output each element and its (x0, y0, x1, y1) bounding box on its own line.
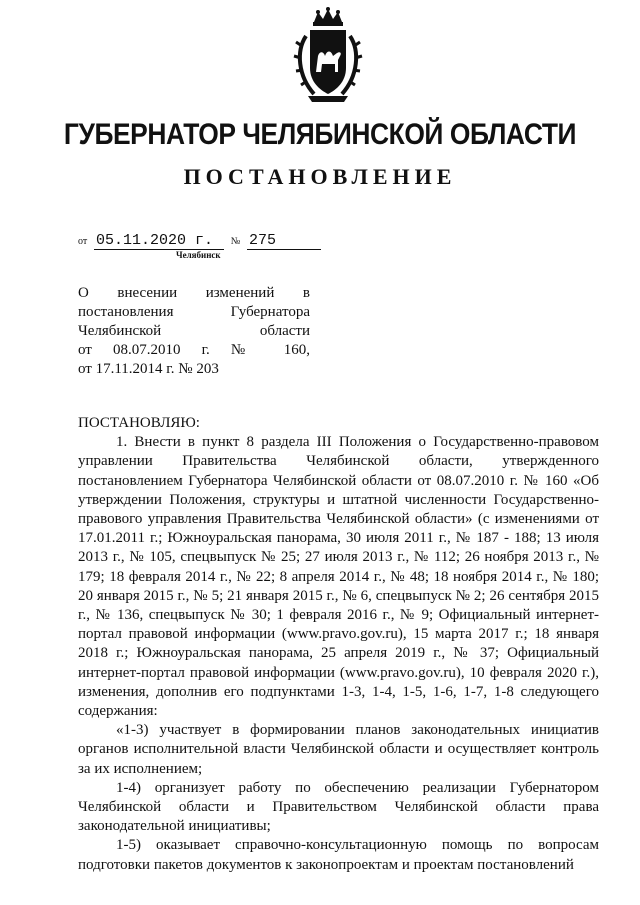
resolution-heading: ПОСТАНОВЛЯЮ: (78, 415, 200, 431)
subject-line: от 08.07.2010 г. № 160, (78, 342, 310, 358)
document-body (78, 414, 599, 875)
body-paragraph: 1-4) организует работу по обеспечению реализации Губернатором Челябинской области и Правительством Челябинской области права законодательной инициативы; (78, 779, 599, 835)
body-paragraph: 1. Внести в пункт 8 раздела III Положения о Государственно-правовом управлении Правительства Челябинской области, утвержденного постановлением Губернатора Челябинской области от 08.07.2010 г. № 160 «Об утверждении Положения, структуры и штатной численности Государственно-правового управления Правительства Челябинской области» (с изменениями от 17.01.2011 г.; Южноуральская панорама, 30 июля 2011 г., № 187 - 188; 13 июля 2013 г., № 105, спецвыпуск № 25; 27 июля 2013 г., № 112; 26 ноября 2013 г., № 179; 18 февраля 2014 г., № 22; 8 апреля 2014 г., № 48; 18 ноября 2014 г., № 180; 20 января 2015 г., № 5; 21 января 2015 г., № 6, спецвыпуск № 2; 26 сентября 2015 г., № 136, спецвыпуск № 30; 1 февраля 2016 г., № 9; Официальный интернет-портал правовой информации (www.pravo.gov.ru), 15 марта 2017 г.; 18 января 2018 г.; Южноуральская панорама, 25 апреля 2019 г., № 37; Официальный интернет-портал правовой информации (www.pravo.gov.ru), 10 февраля 2020 г.), изменения, дополнив его подпунктами 1-3, 1-4, 1-5, 1-6, 1-7, 1-8 следующего содержания: (78, 434, 599, 720)
city-label: Челябинск (176, 250, 221, 260)
document-type-title: ПОСТАНОВЛЕНИЕ (183, 164, 457, 189)
body-paragraph: 1-5) оказывает справочно-консультационную помощь по вопросам подготовки пакетов документов к законопроектам и проектам постановлений (78, 837, 599, 873)
document-meta-line (78, 232, 321, 250)
body-paragraph: «1-3) участвует в формировании планов законодательных инициатив органов исполнительной власти Челябинской области и осуществляет контроль за их исполнением; (78, 722, 599, 777)
governor-title: ГУБЕРНАТОР ЧЕЛЯБИНСКОЙ ОБЛАСТИ (63, 118, 577, 151)
document-number: 275 (247, 232, 321, 250)
coat-of-arms-emblem (292, 6, 364, 106)
coat-of-arms-icon (292, 6, 364, 106)
number-label: № (230, 236, 241, 247)
subject-line: О внесении изменений в (78, 285, 310, 301)
document-subject (78, 284, 310, 379)
document-date: 05.11.2020 г. (94, 232, 224, 250)
subject-line: Челябинской области (78, 323, 310, 339)
subject-line: постановления Губернатора (78, 304, 310, 320)
subject-line: от 17.11.2014 г. № 203 (78, 361, 219, 377)
date-label: от (78, 236, 88, 247)
